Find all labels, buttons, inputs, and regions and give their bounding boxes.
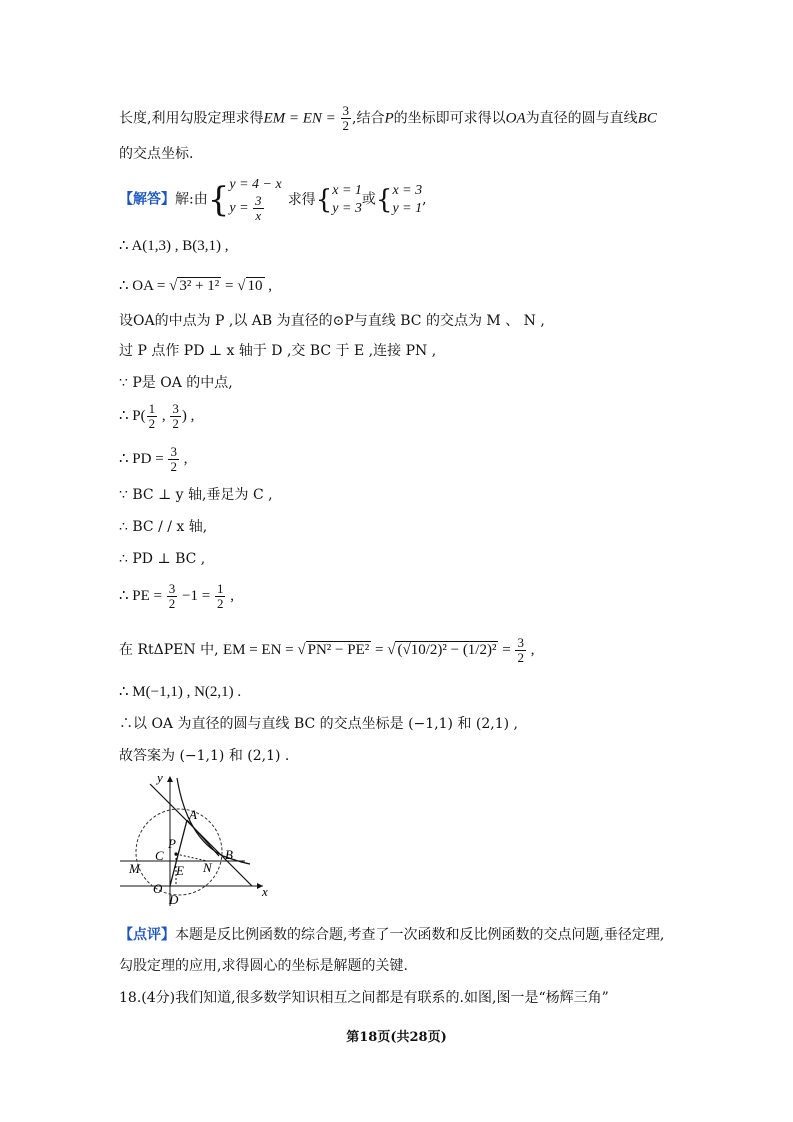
system-1: y = 4 − x y = $\frac{3}{x}$ — [229, 177, 282, 223]
next-question: 18.(4分)我们知道,很多数学知识相互之间都是有联系的.如图,图一是“杨辉三角” — [119, 990, 609, 1006]
solution-tag: 【解答】 — [119, 191, 175, 208]
line-answer: 故答案为 (−1,1) 和 (2,1) . — [119, 748, 290, 764]
line-pe: ∴ PE = $\frac{3}{2}$ −1 = $\frac{1}{2}$ , — [119, 581, 234, 611]
page-footer: 第18页(共28页) — [346, 1030, 447, 1045]
line-set: 设OA的中点为 P ,以 AB 为直径的⊙P与直线 BC 的交点为 M 、 N , — [119, 313, 545, 329]
line-conclusion: ∴以 OA 为直径的圆与直线 BC 的交点坐标是 (−1,1) 和 (2,1) , — [119, 716, 519, 732]
label-c: C — [155, 848, 164, 863]
label-b: B — [225, 847, 233, 862]
fraction: $\frac{3}{2}$ — [342, 103, 350, 133]
line-ab: ∴ A(1,3) , B(3,1) , — [119, 238, 229, 254]
intro-line-2: 的交点坐标. — [119, 146, 194, 162]
line-bc-y: ∵ BC ⊥ y 轴,垂足为 C , — [119, 487, 273, 503]
line-draw: 过 P 点作 PD ⊥ x 轴于 D ,交 BC 于 E ,连接 PN , — [119, 343, 437, 359]
label-y: y — [157, 770, 163, 785]
label-a: A — [189, 807, 197, 822]
line-oa: ∴ OA = √ 3² + 1² = √ 10 , — [119, 278, 272, 294]
label-n: N — [203, 860, 212, 875]
comment-line-2: 勾股定理的应用,求得圆心的坐标是解题的关键. — [119, 958, 408, 974]
geometry-figure — [115, 768, 275, 913]
label-p: P — [168, 836, 176, 851]
label-m: M — [129, 861, 140, 876]
label-d: D — [169, 892, 179, 907]
line-pd: ∴ PD = $\frac{3}{2}$ , — [119, 444, 188, 474]
label-x: x — [262, 884, 268, 899]
line-rt: 在 RtΔPEN 中, EM = EN = √ PN² − PE² = √ (√10/2)² − (1/2)² = $\frac{3}{2}$ , — [119, 635, 535, 665]
system-3: x = 3 y = 1 — [392, 182, 423, 216]
line-p: ∴ P( $\frac{1}{2}$ , $\frac{3}{2}$ ) , — [119, 401, 195, 431]
line-mn: ∴ M(−1,1) , N(2,1) . — [119, 684, 242, 700]
line-pd-bc: ∴ PD ⊥ BC , — [119, 551, 206, 567]
comment-line-1: 【点评】本题是反比例函数的综合题,考查了一次函数和反比例函数的交点问题,垂径定理, — [119, 927, 665, 943]
intro-line-1: 长度,利用勾股定理求得EM = EN = $\frac{3}{2}$ ,结合P的坐标即可求得以OA为直径的圆与直线BC — [119, 103, 657, 133]
line-because: ∵ P是 OA 的中点, — [119, 375, 233, 391]
line-bc-x: ∴ BC / / x 轴, — [119, 519, 208, 535]
system-2: x = 1 y = 3 — [332, 182, 362, 216]
comment-tag: 【点评】 — [119, 927, 175, 943]
label-e: E — [176, 863, 184, 878]
label-o: O — [153, 881, 163, 896]
solution-header: 【解答】解:由{ y = 4 − x y = $\frac{3}{x}$ 求得{ x = 1 y = 3 或{ x = 3 y = 1 , — [119, 177, 427, 223]
